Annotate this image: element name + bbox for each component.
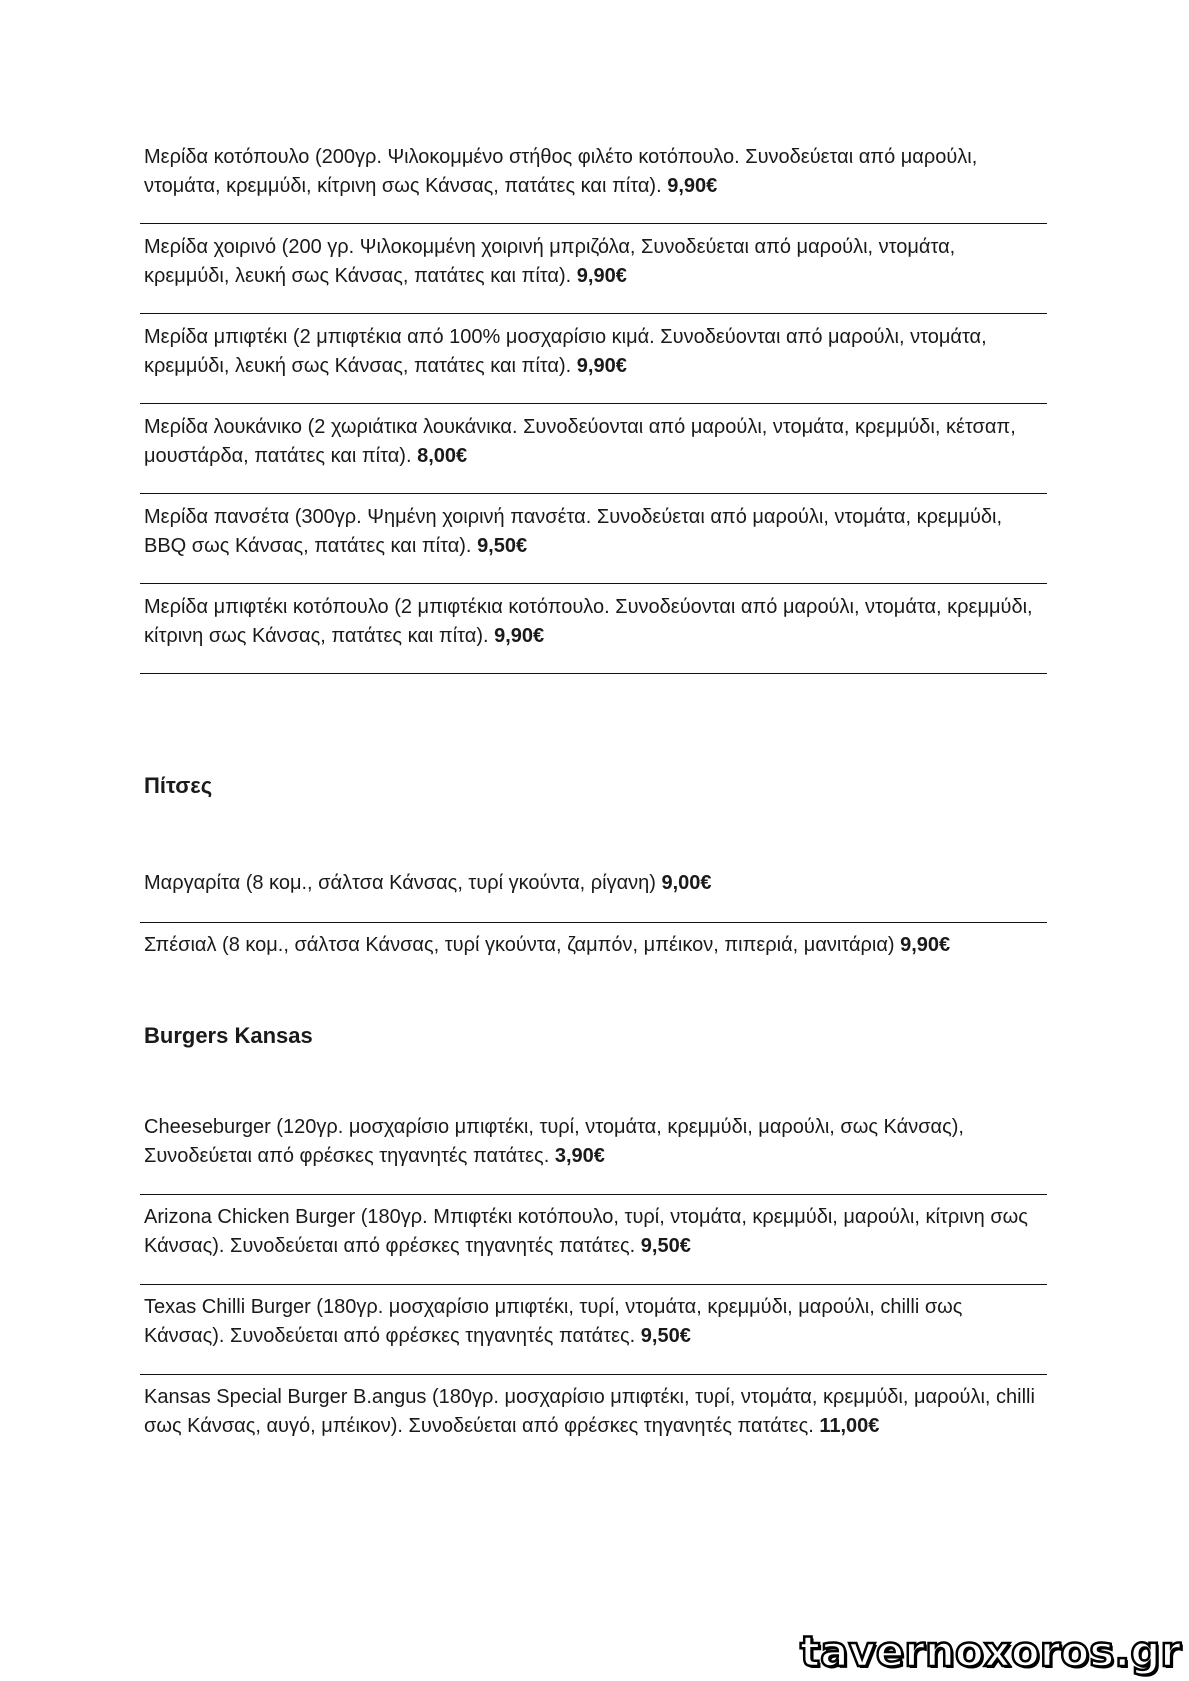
divider <box>140 673 1047 674</box>
item-description: Cheeseburger (120γρ. μοσχαρίσιο μπιφτέκι, τυρί, ντομάτα, κρεμμύδι, μαρούλι, σως Κάνσας), Συνοδεύεται από φρέσκες τηγανητές πατάτες. <box>144 1116 964 1167</box>
item-price: 9,90€ <box>667 175 718 197</box>
item-description: Μερίδα κοτόπουλο (200γρ. Ψιλοκομμένο στήθος φιλέτο κοτόπουλο. Συνοδεύεται από μαρούλι, ντομάτα, κρεμμύδι, κίτρινη σως Κάνσας, πατάτες και πίτα). <box>144 146 978 197</box>
item-description: Kansas Special Burger B.angus (180γρ. μοσχαρίσιο μπιφτέκι, τυρί, ντομάτα, κρεμμύδι, μαρούλι, chilli σως Κάνσας, αυγό, μπέικον). Συνοδεύεται από φρέσκες τηγανητές πατάτες. <box>144 1386 1035 1437</box>
item-price: 8,00€ <box>417 445 468 467</box>
divider <box>140 922 1047 923</box>
section-heading-burgers: Burgers Kansas <box>144 1023 313 1048</box>
menu-item-special <box>144 931 1044 960</box>
menu-item-arizona-chicken-burger <box>144 1203 1044 1261</box>
watermark-text: tavernoxoros.gr <box>800 1626 1181 1676</box>
item-description: Σπέσιαλ (8 κομ., σάλτσα Κάνσας, τυρί γκούντα, ζαμπόν, μπέικον, πιπεριά, μανιτάρια) <box>144 934 895 956</box>
item-price: 9,90€ <box>494 625 545 647</box>
divider <box>140 1194 1047 1195</box>
watermark <box>800 1621 1189 1681</box>
menu-item-cheeseburger <box>144 1113 1044 1171</box>
item-price: 9,50€ <box>640 1325 691 1347</box>
menu-item-texas-chilli-burger <box>144 1293 1044 1351</box>
item-description: Μερίδα μπιφτέκι κοτόπουλο (2 μπιφτέκια κοτόπουλο. Συνοδεύονται από μαρούλι, ντομάτα, κρεμμύδι, κίτρινη σως Κάνσας, πατάτες και πίτα). <box>144 596 1033 647</box>
item-description: Μαργαρίτα (8 κομ., σάλτσα Κάνσας, τυρί γκούντα, ρίγανη) <box>144 872 656 894</box>
item-price: 9,90€ <box>576 355 627 377</box>
item-price: 9,00€ <box>661 872 712 894</box>
menu-item-merida-loukaniko <box>144 413 1044 471</box>
menu-item-merida-kotopoulo <box>144 143 1044 201</box>
item-price: 9,50€ <box>477 535 528 557</box>
menu-item-merida-panseta <box>144 503 1044 561</box>
divider <box>140 1284 1047 1285</box>
divider <box>140 403 1047 404</box>
menu-item-margarita <box>144 869 1044 898</box>
divider <box>140 493 1047 494</box>
section-heading-pitses: Πίτσες <box>144 773 213 798</box>
item-price: 9,90€ <box>576 265 627 287</box>
item-description: Arizona Chicken Burger (180γρ. Μπιφτέκι κοτόπουλο, τυρί, ντομάτα, κρεμμύδι, μαρούλι, κίτρινη σως Κάνσας). Συνοδεύεται από φρέσκες τηγανητές πατάτες. <box>144 1206 1028 1257</box>
item-price: 11,00€ <box>819 1415 880 1437</box>
item-description: Μερίδα λουκάνικο (2 χωριάτικα λουκάνικα. Συνοδεύονται από μαρούλι, ντομάτα, κρεμμύδι, κέτσαπ, μουστάρδα, πατάτες και πίτα). <box>144 416 1016 467</box>
menu-item-merida-mpifteki <box>144 323 1044 381</box>
item-description: Μερίδα χοιρινό (200 γρ. Ψιλοκομμένη χοιρινή μπριζόλα, Συνοδεύεται από μαρούλι, ντομάτα, κρεμμύδι, λευκή σως Κάνσας, πατάτες και πίτα). <box>144 236 956 287</box>
menu-item-merida-mpifteki-kotopoulo <box>144 593 1044 651</box>
menu-item-kansas-special-burger <box>144 1383 1044 1441</box>
item-description: Μερίδα πανσέτα (300γρ. Ψημένη χοιρινή πανσέτα. Συνοδεύεται από μαρούλι, ντομάτα, κρεμμύδι, BBQ σως Κάνσας, πατάτες και πίτα). <box>144 506 1003 557</box>
divider <box>140 583 1047 584</box>
item-price: 3,90€ <box>554 1145 605 1167</box>
divider <box>140 313 1047 314</box>
item-price: 9,90€ <box>900 934 951 956</box>
menu-item-merida-xoirino <box>144 233 1044 291</box>
item-description: Μερίδα μπιφτέκι (2 μπιφτέκια από 100% μοσχαρίσιο κιμά. Συνοδεύονται από μαρούλι, ντομάτα, κρεμμύδι, λευκή σως Κάνσας, πατάτες και πίτα). <box>144 326 987 377</box>
divider <box>140 223 1047 224</box>
divider <box>140 1374 1047 1375</box>
item-description: Texas Chilli Burger (180γρ. μοσχαρίσιο μπιφτέκι, τυρί, ντομάτα, κρεμμύδι, μαρούλι, chilli σως Κάνσας). Συνοδεύεται από φρέσκες τηγανητές πατάτες. <box>144 1296 963 1347</box>
item-price: 9,50€ <box>640 1235 691 1257</box>
